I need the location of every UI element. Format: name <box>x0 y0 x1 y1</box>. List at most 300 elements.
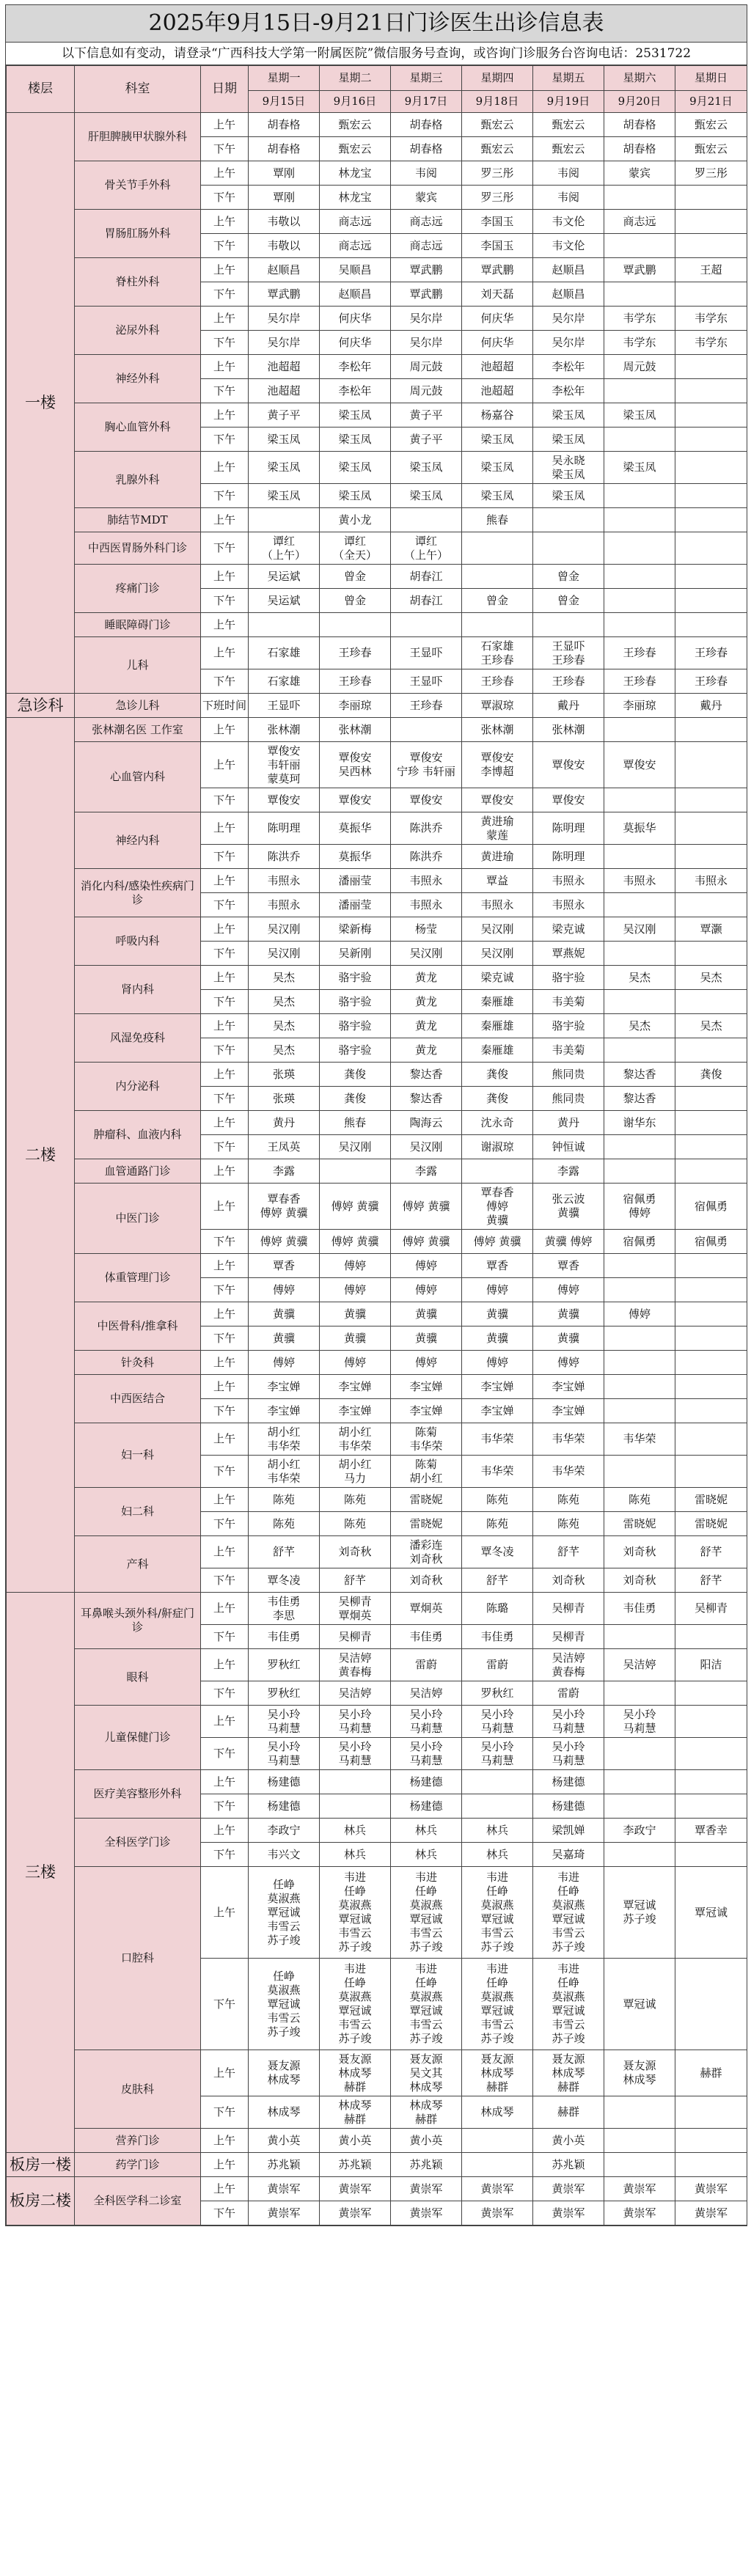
doctor-cell: 赫群 <box>533 2096 604 2129</box>
doctor-cell: 梁玉凤 <box>604 452 675 484</box>
doctor-cell: 傅婷 <box>391 1351 462 1375</box>
doctor-cell <box>675 428 747 452</box>
doctor-cell: 陈苑 <box>533 1512 604 1536</box>
doctor-cell <box>604 508 675 532</box>
table-row <box>7 966 747 990</box>
doctor-cell: 傅婷 <box>320 1278 391 1302</box>
dept-name: 肿瘤科、血液内科 <box>75 1111 201 1159</box>
session-label: 上午 <box>201 2177 249 2201</box>
doctor-cell <box>320 1794 391 1819</box>
doctor-cell: 陈明理 <box>533 812 604 845</box>
doctor-cell: 张瑛 <box>249 1087 320 1111</box>
doctor-cell: 黄小英 <box>320 2129 391 2153</box>
doctor-cell <box>604 186 675 210</box>
session-label: 上午 <box>201 2050 249 2096</box>
session-label: 下午 <box>201 2096 249 2129</box>
session-label: 上午 <box>201 508 249 532</box>
table-row <box>7 637 747 669</box>
doctor-cell: 吴小玲 马莉慧 <box>533 1706 604 1738</box>
doctor-cell <box>675 1302 747 1326</box>
table-row <box>7 812 747 845</box>
doctor-cell: 吴尔岸 <box>391 331 462 355</box>
doctor-cell <box>675 1770 747 1794</box>
doctor-cell: 李松年 <box>320 379 391 403</box>
doctor-cell: 傅婷 <box>533 1351 604 1375</box>
doctor-cell: 商志远 <box>604 210 675 234</box>
doctor-cell <box>604 1326 675 1351</box>
session-label: 上午 <box>201 210 249 234</box>
session-label: 下午 <box>201 379 249 403</box>
doctor-cell: 周元鼓 <box>391 355 462 379</box>
header-date-value: 9月20日 <box>604 91 675 113</box>
doctor-cell: 覃炯英 <box>391 1593 462 1625</box>
doctor-cell: 吴杰 <box>249 966 320 990</box>
doctor-cell: 陈苑 <box>604 1488 675 1512</box>
doctor-cell: 戴丹 <box>675 694 747 718</box>
doctor-cell: 韦进 任峥 莫淑燕 覃冠诚 韦雪云 苏子竣 <box>320 1959 391 2050</box>
doctor-cell: 韦照永 <box>249 869 320 893</box>
doctor-cell: 池超超 <box>462 379 533 403</box>
dept-name: 神经内科 <box>75 812 201 869</box>
doctor-cell: 吴尔岸 <box>249 331 320 355</box>
floor-label: 二楼 <box>7 718 75 1593</box>
session-label: 下午 <box>201 1959 249 2050</box>
header-day: 星期二 <box>320 66 391 91</box>
doctor-cell: 覃冬凌 <box>462 1536 533 1568</box>
doctor-cell <box>604 1625 675 1649</box>
doctor-cell: 聂友源 林成琴 赫群 <box>320 2050 391 2096</box>
table-header <box>7 66 747 113</box>
doctor-cell: 韦敬以 <box>249 234 320 258</box>
table-row <box>7 1488 747 1512</box>
dept-name: 皮肤科 <box>75 2050 201 2129</box>
doctor-cell: 莫振华 <box>320 812 391 845</box>
doctor-cell: 胡春格 <box>391 137 462 161</box>
table-row <box>7 1819 747 1843</box>
table-row <box>7 532 747 565</box>
doctor-cell: 黄骥 傅婷 <box>533 1230 604 1254</box>
doctor-cell: 梁玉凤 <box>462 428 533 452</box>
doctor-cell: 熊同贵 <box>533 1063 604 1087</box>
doctor-cell: 吴洁婷 黄春梅 <box>533 1649 604 1681</box>
doctor-cell: 梁玉凤 <box>320 428 391 452</box>
doctor-cell: 覃武鹏 <box>462 258 533 282</box>
table-row <box>7 1867 747 1959</box>
doctor-cell: 黄小龙 <box>320 508 391 532</box>
table-row <box>7 1111 747 1135</box>
session-label: 上午 <box>201 637 249 669</box>
doctor-cell: 黄小英 <box>391 2129 462 2153</box>
doctor-cell: 韦学东 <box>604 331 675 355</box>
doctor-cell: 赵顺昌 <box>249 258 320 282</box>
doctor-cell: 雷蔚 <box>462 1649 533 1681</box>
doctor-cell: 覃武鹏 <box>604 258 675 282</box>
doctor-cell: 李露 <box>249 1159 320 1184</box>
session-label: 下午 <box>201 137 249 161</box>
doctor-cell: 杨建德 <box>391 1770 462 1794</box>
doctor-cell: 曾金 <box>462 589 533 613</box>
doctor-cell: 覃冬凌 <box>249 1568 320 1593</box>
doctor-cell: 李宝婵 <box>462 1375 533 1399</box>
doctor-cell: 黄子平 <box>391 428 462 452</box>
doctor-cell <box>604 1794 675 1819</box>
doctor-cell: 韦学东 <box>604 307 675 331</box>
doctor-cell: 韦阅 <box>533 161 604 186</box>
doctor-cell <box>675 893 747 917</box>
doctor-cell: 谢华东 <box>604 1111 675 1135</box>
schedule-body <box>7 113 747 2225</box>
doctor-cell: 黄骥 <box>249 1302 320 1326</box>
doctor-cell: 陈菊 胡小红 <box>391 1456 462 1488</box>
doctor-cell: 胡春格 <box>249 113 320 137</box>
doctor-cell <box>604 893 675 917</box>
doctor-cell: 王珍春 <box>462 669 533 694</box>
doctor-cell: 梁玉凤 <box>604 403 675 428</box>
dept-name: 骨关节手外科 <box>75 161 201 210</box>
doctor-cell: 商志远 <box>320 210 391 234</box>
doctor-cell: 甄宏云 <box>462 113 533 137</box>
doctor-cell: 黄子平 <box>391 403 462 428</box>
floor-label: 三楼 <box>7 1593 75 2153</box>
doctor-cell: 梁玉凤 <box>320 403 391 428</box>
doctor-cell: 吴小玲 马莉慧 <box>391 1738 462 1770</box>
doctor-cell: 黄龙 <box>391 990 462 1014</box>
doctor-cell: 林兵 <box>320 1819 391 1843</box>
doctor-cell: 覃冠诚 <box>675 1867 747 1959</box>
doctor-cell: 吴尔岸 <box>249 307 320 331</box>
session-label: 上午 <box>201 1254 249 1278</box>
doctor-cell: 梁玉凤 <box>249 428 320 452</box>
session-label: 下午 <box>201 331 249 355</box>
doctor-cell: 韦阅 <box>391 161 462 186</box>
doctor-cell: 梁玉凤 <box>533 428 604 452</box>
dept-name: 中西医结合 <box>75 1375 201 1423</box>
dept-name: 妇一科 <box>75 1423 201 1488</box>
doctor-cell: 傅婷 <box>249 1278 320 1302</box>
doctor-cell <box>675 282 747 307</box>
doctor-cell: 陈苑 <box>462 1488 533 1512</box>
doctor-cell: 吴柳青 <box>320 1625 391 1649</box>
doctor-cell: 张林潮 <box>533 718 604 742</box>
doctor-cell: 吴柳青 <box>675 1593 747 1625</box>
doctor-cell: 覃香 <box>462 1254 533 1278</box>
doctor-cell: 韦进 任峥 莫淑燕 覃冠诚 韦雪云 苏子竣 <box>391 1959 462 2050</box>
dept-name: 营养门诊 <box>75 2129 201 2153</box>
doctor-cell <box>675 942 747 966</box>
dept-name: 全科医学门诊 <box>75 1819 201 1867</box>
table-row <box>7 508 747 532</box>
table-row <box>7 113 747 137</box>
doctor-cell: 陈苑 <box>533 1488 604 1512</box>
session-label: 下午 <box>201 1738 249 1770</box>
session-label: 上午 <box>201 1063 249 1087</box>
doctor-cell: 韦佳勇 李思 <box>249 1593 320 1625</box>
session-label: 下午 <box>201 1843 249 1867</box>
session-label: 上午 <box>201 355 249 379</box>
dept-name: 儿科 <box>75 637 201 694</box>
dept-name: 睡眠障碍门诊 <box>75 613 201 637</box>
doctor-cell: 傅婷 <box>462 1278 533 1302</box>
doctor-cell: 何庆华 <box>462 331 533 355</box>
doctor-cell: 胡小红 韦华荣 <box>249 1456 320 1488</box>
dept-name: 胃肠肛肠外科 <box>75 210 201 258</box>
doctor-cell: 韦兴文 <box>249 1843 320 1867</box>
dept-name: 呼吸内科 <box>75 917 201 966</box>
doctor-cell: 陈璐 <box>462 1593 533 1625</box>
doctor-cell: 李国玉 <box>462 210 533 234</box>
dept-name: 心血管内科 <box>75 742 201 812</box>
doctor-cell <box>604 942 675 966</box>
doctor-cell <box>320 613 391 637</box>
doctor-cell: 舒芊 <box>249 1536 320 1568</box>
table-row <box>7 1536 747 1568</box>
doctor-cell: 吴永晓 梁玉凤 <box>533 452 604 484</box>
doctor-cell: 傅婷 黄骥 <box>462 1230 533 1254</box>
doctor-cell: 王珍春 <box>675 669 747 694</box>
doctor-cell: 张瑛 <box>249 1063 320 1087</box>
session-label: 下午 <box>201 1399 249 1423</box>
doctor-cell <box>604 845 675 869</box>
doctor-cell: 陈苑 <box>249 1512 320 1536</box>
dept-name: 儿童保健门诊 <box>75 1706 201 1770</box>
doctor-cell: 韦进 任峥 莫淑燕 覃冠诚 韦雪云 苏子竣 <box>533 1867 604 1959</box>
header-date-value: 9月15日 <box>249 91 320 113</box>
doctor-cell: 胡春格 <box>604 137 675 161</box>
floor-label: 板房一楼 <box>7 2153 75 2177</box>
doctor-cell <box>604 2096 675 2129</box>
doctor-cell <box>604 1399 675 1423</box>
doctor-cell: 韦敬以 <box>249 210 320 234</box>
table-row <box>7 355 747 379</box>
doctor-cell: 宿佩勇 <box>675 1184 747 1230</box>
table-row <box>7 258 747 282</box>
session-label: 上午 <box>201 1770 249 1794</box>
doctor-cell <box>675 2129 747 2153</box>
dept-name: 急诊儿科 <box>75 694 201 718</box>
doctor-cell <box>249 508 320 532</box>
dept-name: 中医骨科/推拿科 <box>75 1302 201 1351</box>
doctor-cell: 雷蔚 <box>391 1649 462 1681</box>
doctor-cell: 黎达香 <box>391 1063 462 1087</box>
doctor-cell <box>604 1135 675 1159</box>
dept-name: 耳鼻喉头颈外科/鼾症门诊 <box>75 1593 201 1649</box>
header-day: 星期日 <box>675 66 747 91</box>
doctor-cell: 张林潮 <box>462 718 533 742</box>
doctor-cell: 林成琴 <box>462 2096 533 2129</box>
doctor-cell: 覃香 <box>533 1254 604 1278</box>
doctor-cell <box>675 1111 747 1135</box>
header-day: 星期四 <box>462 66 533 91</box>
doctor-cell: 秦雁雄 <box>462 1014 533 1038</box>
doctor-cell <box>604 234 675 258</box>
doctor-cell: 吴汉刚 <box>320 1135 391 1159</box>
doctor-cell <box>604 532 675 565</box>
doctor-cell: 刘奇秋 <box>533 1568 604 1593</box>
doctor-cell: 覃俊安 <box>249 788 320 812</box>
doctor-cell: 黄崇军 <box>533 2201 604 2225</box>
doctor-cell: 杨嘉谷 <box>462 403 533 428</box>
doctor-cell: 韦华荣 <box>604 1423 675 1456</box>
doctor-cell: 李露 <box>533 1159 604 1184</box>
doctor-cell <box>675 1794 747 1819</box>
doctor-cell: 韦美菊 <box>533 990 604 1014</box>
dept-name: 眼科 <box>75 1649 201 1706</box>
doctor-cell: 聂友源 林成琴 <box>249 2050 320 2096</box>
doctor-cell: 雷晓妮 <box>675 1488 747 1512</box>
table-row <box>7 2129 747 2153</box>
doctor-cell: 莫振华 <box>320 845 391 869</box>
doctor-cell: 胡小红 马力 <box>320 1456 391 1488</box>
doctor-cell: 韦进 任峥 莫淑燕 覃冠诚 韦雪云 苏子竣 <box>320 1867 391 1959</box>
doctor-cell: 刘奇秋 <box>604 1536 675 1568</box>
doctor-cell: 韦美菊 <box>533 1038 604 1063</box>
doctor-cell: 黄龙 <box>391 966 462 990</box>
doctor-cell <box>675 742 747 788</box>
doctor-cell: 梁玉凤 <box>249 484 320 508</box>
doctor-cell: 吴杰 <box>604 966 675 990</box>
doctor-cell: 覃冠诚 <box>604 1959 675 2050</box>
doctor-cell <box>320 1770 391 1794</box>
doctor-cell: 雷晓妮 <box>391 1512 462 1536</box>
session-label: 下午 <box>201 1326 249 1351</box>
doctor-cell <box>604 1770 675 1794</box>
doctor-cell: 黎达香 <box>604 1087 675 1111</box>
doctor-cell: 罗秋红 <box>249 1681 320 1706</box>
doctor-cell: 李宝婵 <box>533 1375 604 1399</box>
doctor-cell: 李政宁 <box>249 1819 320 1843</box>
table-row <box>7 1375 747 1399</box>
session-label: 上午 <box>201 1423 249 1456</box>
session-label: 上午 <box>201 1706 249 1738</box>
doctor-cell <box>675 1625 747 1649</box>
doctor-cell: 王珍春 <box>320 669 391 694</box>
doctor-cell: 梁玉凤 <box>533 403 604 428</box>
doctor-cell: 甄宏云 <box>675 113 747 137</box>
doctor-cell <box>675 379 747 403</box>
session-label: 上午 <box>201 258 249 282</box>
dept-name: 内分泌科 <box>75 1063 201 1111</box>
doctor-cell: 何庆华 <box>320 307 391 331</box>
doctor-cell: 任峥 莫淑燕 覃冠诚 韦雪云 苏子竣 <box>249 1867 320 1959</box>
dept-name: 针灸科 <box>75 1351 201 1375</box>
doctor-cell <box>391 718 462 742</box>
dept-name: 口腔科 <box>75 1867 201 2050</box>
doctor-cell: 龚俊 <box>320 1063 391 1087</box>
table-row <box>7 1014 747 1038</box>
doctor-cell: 赵顺昌 <box>533 258 604 282</box>
doctor-cell: 傅婷 <box>320 1351 391 1375</box>
doctor-cell: 梁新梅 <box>320 917 391 942</box>
doctor-cell <box>675 2153 747 2177</box>
doctor-cell <box>675 1681 747 1706</box>
doctor-cell: 韦华荣 <box>462 1423 533 1456</box>
session-label: 上午 <box>201 1819 249 1843</box>
doctor-cell: 梁玉凤 <box>462 484 533 508</box>
doctor-cell: 舒芊 <box>675 1536 747 1568</box>
session-label: 上午 <box>201 742 249 788</box>
doctor-cell: 吴小玲 马莉慧 <box>320 1706 391 1738</box>
doctor-cell: 王超 <box>675 258 747 282</box>
doctor-cell: 池超超 <box>249 355 320 379</box>
doctor-cell <box>604 1375 675 1399</box>
doctor-cell: 黎达香 <box>391 1087 462 1111</box>
doctor-cell <box>391 613 462 637</box>
doctor-cell: 曾金 <box>533 565 604 589</box>
doctor-cell: 甄宏云 <box>675 137 747 161</box>
doctor-cell: 吴汉刚 <box>391 1135 462 1159</box>
doctor-cell: 黄崇军 <box>320 2201 391 2225</box>
session-label: 上午 <box>201 1351 249 1375</box>
session-label: 上午 <box>201 1111 249 1135</box>
doctor-cell: 吴小玲 马莉慧 <box>391 1706 462 1738</box>
doctor-cell: 曾金 <box>320 565 391 589</box>
doctor-cell: 潘丽莹 <box>320 893 391 917</box>
doctor-cell: 黄骥 <box>320 1302 391 1326</box>
header-date-value: 9月17日 <box>391 91 462 113</box>
doctor-cell: 覃武鹏 <box>249 282 320 307</box>
session-label: 下午 <box>201 1794 249 1819</box>
session-label: 上午 <box>201 1014 249 1038</box>
doctor-cell: 杨建德 <box>249 1794 320 1819</box>
doctor-cell <box>675 355 747 379</box>
schedule-sheet <box>5 4 747 2226</box>
doctor-cell: 梁玉凤 <box>391 452 462 484</box>
doctor-cell: 舒芊 <box>462 1568 533 1593</box>
table-row <box>7 2177 747 2201</box>
doctor-cell: 王珍春 <box>391 694 462 718</box>
doctor-cell <box>604 589 675 613</box>
doctor-cell: 黄骥 <box>391 1326 462 1351</box>
doctor-cell: 黄龙 <box>391 1014 462 1038</box>
doctor-cell: 韦佳勇 <box>391 1625 462 1649</box>
doctor-cell: 王凤英 <box>249 1135 320 1159</box>
doctor-cell: 商志远 <box>391 210 462 234</box>
doctor-cell: 罗秋红 <box>462 1681 533 1706</box>
doctor-cell <box>604 1159 675 1184</box>
doctor-cell <box>675 1326 747 1351</box>
doctor-cell: 石家雄 王珍春 <box>462 637 533 669</box>
doctor-cell <box>675 1423 747 1456</box>
header-day: 星期三 <box>391 66 462 91</box>
doctor-cell <box>604 718 675 742</box>
doctor-cell: 黄崇军 <box>320 2177 391 2201</box>
doctor-cell <box>675 1351 747 1375</box>
doctor-cell: 宿佩勇 傅婷 <box>604 1184 675 1230</box>
doctor-cell: 杨建德 <box>533 1770 604 1794</box>
doctor-cell: 王珍春 <box>320 637 391 669</box>
session-label: 上午 <box>201 2129 249 2153</box>
doctor-cell: 苏兆颖 <box>249 2153 320 2177</box>
doctor-cell <box>604 2153 675 2177</box>
doctor-cell: 骆宇验 <box>320 966 391 990</box>
session-label: 下午 <box>201 1456 249 1488</box>
doctor-cell: 覃俊安 <box>604 742 675 788</box>
doctor-cell: 李国玉 <box>462 234 533 258</box>
doctor-cell: 梁玉凤 <box>391 484 462 508</box>
session-label: 上午 <box>201 1375 249 1399</box>
session-label: 下午 <box>201 845 249 869</box>
doctor-cell: 秦雁雄 <box>462 1038 533 1063</box>
doctor-cell: 黄崇军 <box>249 2201 320 2225</box>
page-title: 2025年9月15日-9月21日门诊医生出诊信息表 <box>6 5 747 43</box>
doctor-cell: 吴汉刚 <box>604 917 675 942</box>
doctor-cell: 陈菊 韦华荣 <box>391 1423 462 1456</box>
doctor-cell: 甄宏云 <box>533 137 604 161</box>
doctor-cell: 任峥 莫淑燕 覃冠诚 韦雪云 苏子竣 <box>249 1959 320 2050</box>
doctor-cell: 吴小玲 马莉慧 <box>249 1706 320 1738</box>
table-row <box>7 1649 747 1681</box>
doctor-cell: 覃益 <box>462 869 533 893</box>
